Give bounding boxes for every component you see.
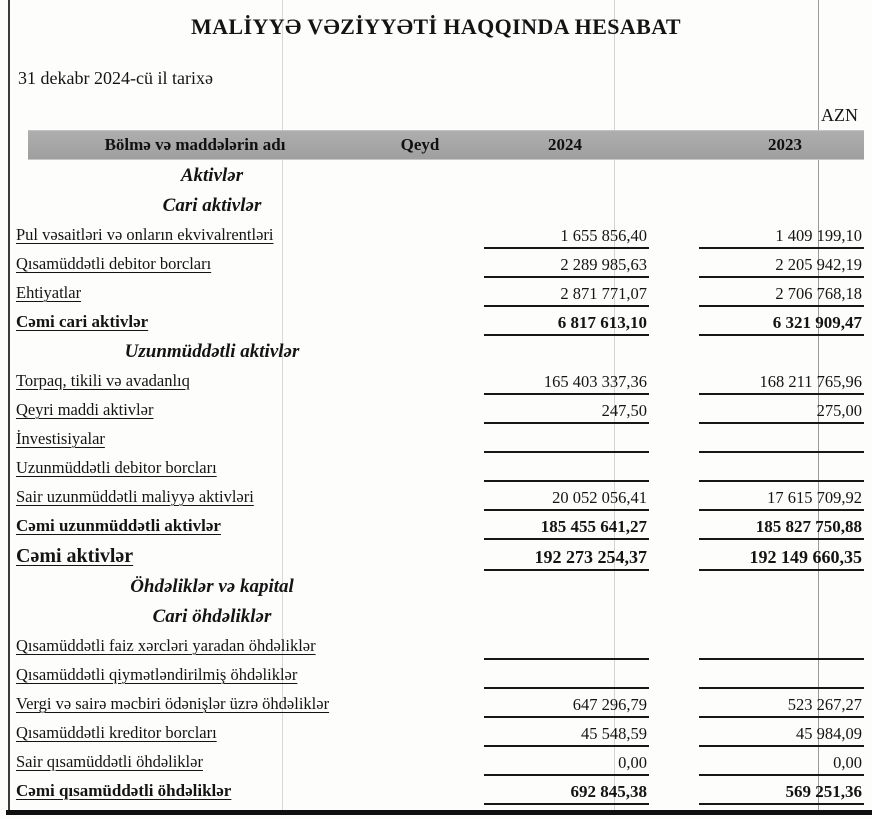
row-label: İnvestisiyalar [16, 429, 105, 448]
table-row [0, 718, 872, 747]
table-row [0, 278, 872, 307]
value-2023: 1 409 199,10 [699, 220, 864, 249]
value-2024 [484, 631, 649, 660]
value-2024: 2 871 771,07 [484, 278, 649, 307]
value-2023: 2 706 768,18 [699, 278, 864, 307]
value-2023 [699, 453, 864, 482]
header-year-2024: 2024 [548, 135, 582, 154]
row-label: Cəmi aktivlər [16, 545, 134, 567]
value-2023: 523 267,27 [699, 689, 864, 718]
value-2023: 2 205 942,19 [699, 249, 864, 278]
value-2024: 0,00 [484, 747, 649, 776]
row-label: Uzunmüddətli debitor borcları [16, 458, 217, 477]
value-2023: 45 984,09 [699, 718, 864, 747]
row-label: Qeyri maddi aktivlər [16, 400, 154, 419]
value-2024 [484, 660, 649, 689]
row-label: Sair qısamüddətli öhdəliklər [16, 752, 203, 771]
table-body [0, 160, 872, 805]
table-row [0, 660, 872, 689]
section-row [0, 571, 872, 601]
row-label: Qısamüddətli qiymətləndirilmiş öhdəliklər [16, 665, 298, 684]
table-row [0, 776, 872, 805]
value-2023: 275,00 [699, 395, 864, 424]
value-2023: 168 211 765,96 [699, 366, 864, 395]
section-heading: Öhdəliklər və kapital [130, 576, 294, 597]
table-bottom-rule [6, 810, 872, 815]
header-year-2023: 2023 [768, 135, 802, 154]
value-2023: 569 251,36 [699, 776, 864, 805]
table-row [0, 424, 872, 453]
value-2024: 20 052 056,41 [484, 482, 649, 511]
section-heading: Cari aktivlər [162, 195, 262, 216]
section-heading: Aktivlər [180, 165, 244, 186]
value-2023 [699, 631, 864, 660]
value-2024: 2 289 985,63 [484, 249, 649, 278]
table-row [0, 482, 872, 511]
value-2024: 647 296,79 [484, 689, 649, 718]
value-2024: 6 817 613,10 [484, 307, 649, 336]
value-2024: 45 548,59 [484, 718, 649, 747]
report-date: 31 dekabr 2024-cü il tarixə [18, 68, 213, 88]
document-title: MALİYYƏ VƏZİYYƏTİ HAQQINDA HESABAT [190, 14, 681, 39]
section-row [0, 601, 872, 631]
row-label: Cəmi cari aktivlər [16, 312, 149, 331]
header-note: Qeyd [400, 135, 440, 154]
row-label: Cəmi uzunmüddətli aktivlər [16, 516, 221, 535]
table-row [0, 307, 872, 336]
table-row [0, 220, 872, 249]
value-2024: 185 455 641,27 [484, 511, 649, 540]
row-label: Pul vəsaitləri və onların ekvivalrentləri [16, 225, 274, 244]
value-2024: 692 845,38 [484, 776, 649, 805]
row-label: Torpaq, tikili və avadanlıq [16, 371, 190, 390]
value-2024: 165 403 337,36 [484, 366, 649, 395]
row-label: Vergi və sairə məcbiri ödənişlər üzrə öhdəliklər [16, 694, 330, 713]
value-2023 [699, 424, 864, 453]
value-2024 [484, 424, 649, 453]
value-2023: 192 149 660,35 [699, 540, 864, 571]
table-row [0, 631, 872, 660]
section-row [0, 160, 872, 190]
table-row [0, 511, 872, 540]
value-2023 [699, 660, 864, 689]
row-label: Sair uzunmüddətli maliyyə aktivləri [16, 487, 254, 506]
section-heading: Cari öhdəliklər [152, 606, 272, 627]
section-heading: Uzunmüddətli aktivlər [124, 341, 300, 362]
value-2023: 185 827 750,88 [699, 511, 864, 540]
value-2023: 17 615 709,92 [699, 482, 864, 511]
row-label: Qısamüddətli kreditor borcları [16, 723, 217, 742]
table-row [0, 395, 872, 424]
row-label: Cəmi qısamüddətli öhdəliklər [16, 781, 232, 800]
value-2024 [484, 453, 649, 482]
value-2023: 0,00 [699, 747, 864, 776]
value-2024: 192 273 254,37 [484, 540, 649, 571]
table-row [0, 366, 872, 395]
value-2023: 6 321 909,47 [699, 307, 864, 336]
table-header-bar [28, 131, 864, 159]
table-row [0, 540, 872, 571]
section-row [0, 190, 872, 220]
table-row [0, 747, 872, 776]
section-row [0, 336, 872, 366]
value-2024: 1 655 856,40 [484, 220, 649, 249]
value-2024: 247,50 [484, 395, 649, 424]
currency-label: AZN [821, 105, 858, 125]
table-row [0, 689, 872, 718]
row-label: Qısamüddətli faiz xərcləri yaradan öhdəliklər [16, 636, 316, 655]
row-label: Qısamüddətli debitor borcları [16, 254, 212, 273]
table-row [0, 453, 872, 482]
header-section-name: Bölmə və maddələrin adı [104, 135, 286, 154]
table-row [0, 249, 872, 278]
row-label: Ehtiyatlar [16, 283, 82, 302]
